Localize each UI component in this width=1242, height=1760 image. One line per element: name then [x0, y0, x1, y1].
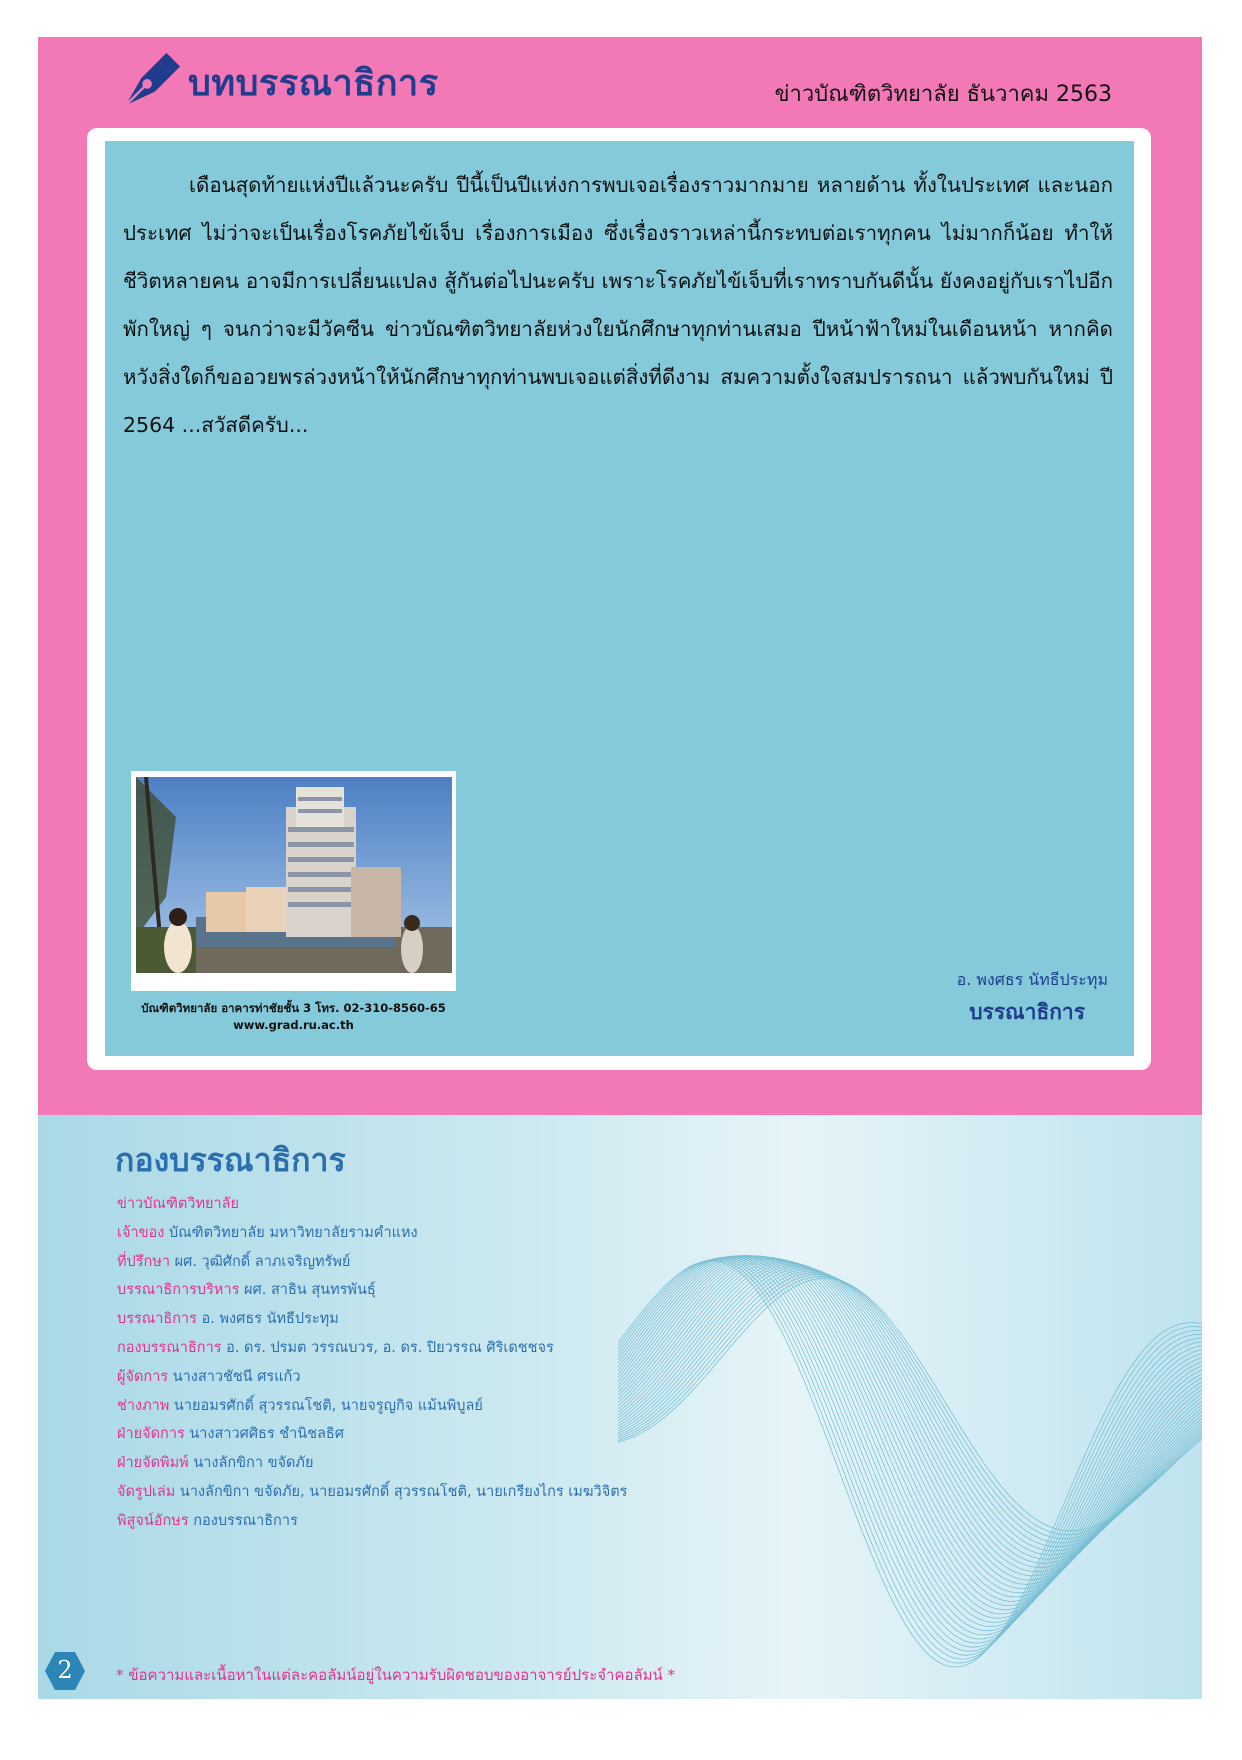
board-row — [117, 1507, 737, 1536]
board-row-label: บรรณาธิการบริหาร — [117, 1282, 240, 1299]
header-logo — [120, 50, 439, 114]
board-row — [117, 1305, 737, 1334]
page-title: บทบรรณาธิการ — [188, 62, 439, 104]
board-row-label: ข่าวบัณฑิตวิทยาลัย — [117, 1196, 240, 1212]
board-row — [117, 1334, 737, 1363]
board-row-label: จัดรูปเล่ม — [117, 1483, 176, 1500]
board-row — [117, 1420, 737, 1449]
board-row-label: ที่ปรึกษา — [117, 1253, 171, 1270]
board-row-label: ช่างภาพ — [117, 1397, 170, 1414]
board-row-value: นางลักขิกา ขจัดภัย — [188, 1455, 314, 1472]
disclaimer: * ข้อความและเนื้อหาในแต่ละคอลัมน์อยู่ในความรับผิดชอบของอาจารย์ประจำคอลัมน์ * — [116, 1666, 676, 1684]
board-row — [117, 1219, 737, 1248]
board-row-label: ผู้จัดการ — [117, 1368, 169, 1385]
page-number-badge — [44, 1650, 86, 1692]
board-row-label: พิสูจน์อักษร — [117, 1512, 189, 1529]
board-title: กองบรรณาธิการ — [115, 1141, 346, 1179]
signer-name: อ. พงศธร นัทธีประทุม — [956, 970, 1108, 989]
board-row-value: นายอมรศักดิ์ สุวรรณโชติ, นายจรูญกิจ แม้นพิบูลย์ — [169, 1397, 483, 1414]
board-row-label: กองบรรณาธิการ — [117, 1339, 222, 1356]
board-row — [117, 1478, 737, 1507]
board-row-value: บัณฑิตวิทยาลัย มหาวิทยาลัยรามคำแหง — [164, 1224, 418, 1241]
board-list — [117, 1190, 737, 1536]
board-row-value: นางลักขิกา ขจัดภัย, นายอมรศักดิ์ สุวรรณโชติ, นายเกรียงไกร เมฆวิจิตร — [175, 1483, 628, 1500]
photo-caption — [131, 1000, 456, 1034]
board-row-label: เจ้าของ — [117, 1224, 165, 1241]
board-row — [117, 1392, 737, 1421]
board-row-value: นางสาวชัชนี ศรแก้ว — [168, 1368, 301, 1385]
board-row-value: กองบรรณาธิการ — [188, 1512, 298, 1529]
board-row-value: ผศ. วุฒิศักดิ์ ลาภเจริญทรัพย์ — [170, 1253, 351, 1270]
issue-label: ข่าวบัณฑิตวิทยาลัย ธันวาคม 2563 — [774, 82, 1112, 107]
board-row — [117, 1190, 737, 1219]
signer-role: บรรณาธิการ — [969, 1000, 1085, 1024]
board-row-label: ฝ่ายจัดการ — [117, 1426, 185, 1443]
photo-caption-line1: บัณฑิตวิทยาลัย อาคารท่าชัยชั้น 3 โทร. 02-310-8560-65 — [141, 1001, 446, 1015]
building-photo — [136, 777, 452, 973]
board-row — [117, 1449, 737, 1478]
editorial-body: เดือนสุดท้ายแห่งปีแล้วนะครับ ปีนี้เป็นปีแห่งการพบเจอเรื่องราวมากมาย หลายด้าน ทั้งในประเทศ และนอกประเทศ ไม่ว่าจะเป็นเรื่องโรคภัยไข้เจ็บ เรื่องการเมือง ซึ่งเรื่องราวเหล่านี้กระทบต่อเราทุกคน ไม่มากก็น้อย ทำให้ชีวิตหลายคน อาจมีการเปลี่ยนแปลง สู้กันต่อไปนะครับ เพราะโรคภัยไข้เจ็บที่เราทราบกันดีนั้น ยังคงอยู่กับเราไปอีกพักใหญ่ ๆ จนกว่าจะมีวัคซีน ข่าวบัณฑิตวิทยาลัยห่วงใยนักศึกษาทุกท่านเสมอ ปีหน้าฟ้าใหม่ในเดือนหน้า หากคิดหวังสิ่งใดก็ขออวยพรล่วงหน้าให้นักศึกษาทุกท่านพบเจอแต่สิ่งที่ดีงาม สมความตั้งใจสมปรารถนา แล้วพบกันใหม่ ปี 2564 ...สวัสดีครับ... — [123, 173, 1113, 437]
page-number: 2 — [57, 1656, 73, 1684]
board-row-value: อ. ดร. ปรมต วรรณบวร, อ. ดร. ปิยวรรณ ศิริเดชชจร — [221, 1339, 554, 1356]
board-row-value: ผศ. สาธิน สุนทรพันธุ์ — [239, 1282, 376, 1299]
board-row-value: นางสาวศศิธร ชำนิชลธิศ — [184, 1426, 344, 1443]
board-row — [117, 1276, 737, 1305]
pen-nib-icon — [120, 49, 182, 115]
board-row — [117, 1363, 737, 1392]
board-row — [117, 1248, 737, 1277]
board-row-value: อ. พงศธร นัทธีประทุม — [196, 1311, 339, 1328]
board-row-label: บรรณาธิการ — [117, 1311, 197, 1328]
photo-caption-url[interactable]: www.grad.ru.ac.th — [233, 1018, 354, 1032]
board-row-label: ฝ่ายจัดพิมพ์ — [117, 1455, 189, 1472]
